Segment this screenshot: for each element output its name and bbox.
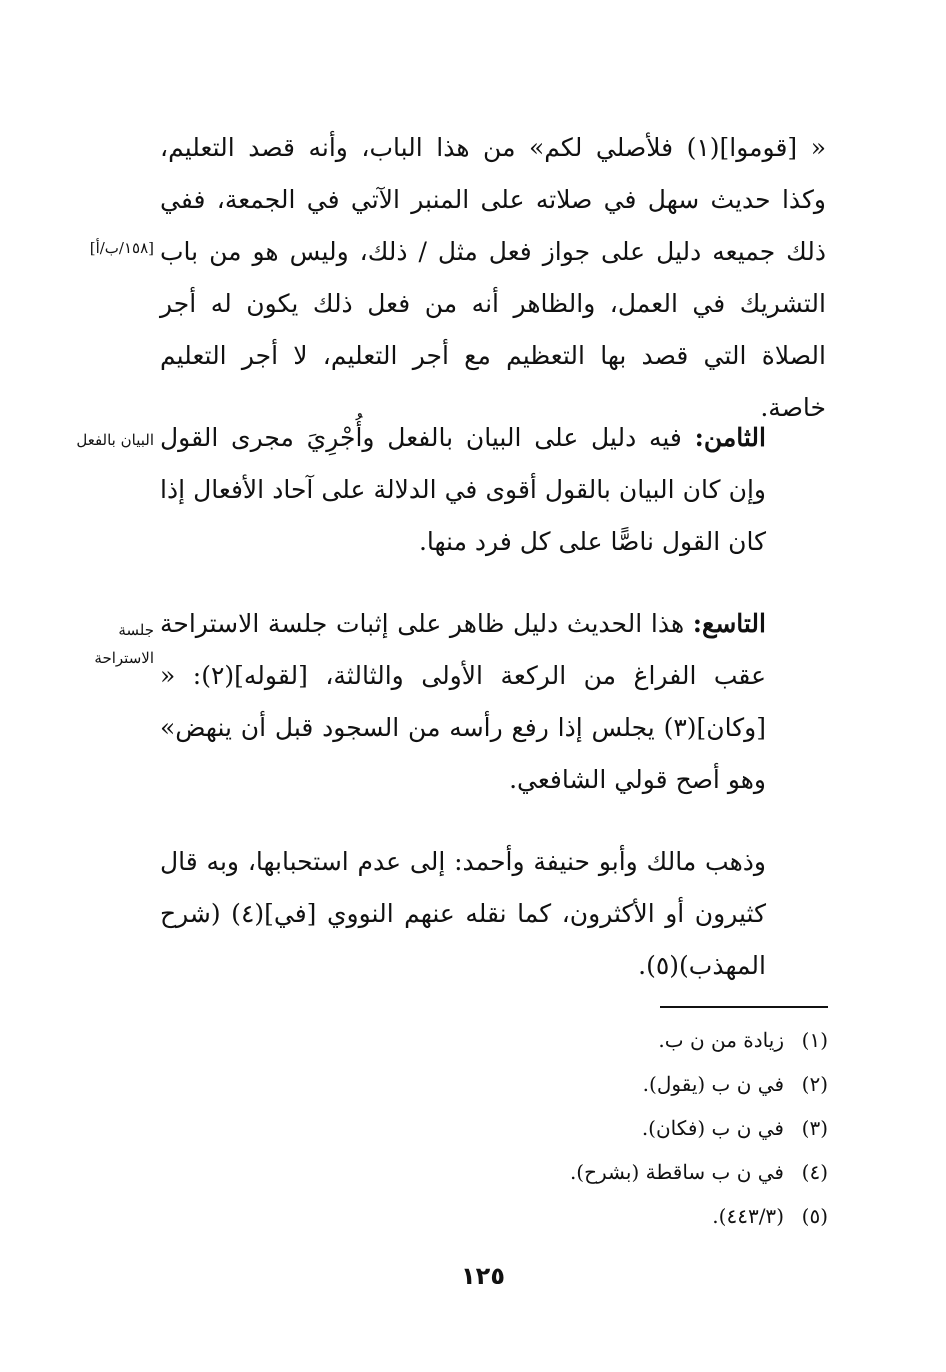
paragraph-3-text: هذا الحديث دليل ظاهر على إثبات جلسة الاستراحة عقب الفراغ من الركعة الأولى والثالثة، [لقوله](٢): « [وكان](٣) يجلس إذا رفع رأسه من السجود قبل أن ينهض» وهو أصح قولي الشافعي. bbox=[160, 609, 766, 794]
footnote-1-text: زيادة من ن ب. bbox=[658, 1028, 784, 1052]
footnote-5-num: (٥) bbox=[801, 1204, 828, 1228]
margin-note-folio: [١٥٨/ب/أ] bbox=[89, 239, 154, 257]
paragraph-3-body bbox=[160, 598, 826, 806]
paragraph-1 bbox=[160, 122, 826, 434]
footnote-3-num: (٣) bbox=[801, 1116, 828, 1140]
paragraph-2-lead: الثامن: bbox=[694, 423, 766, 452]
paragraph-3 bbox=[160, 598, 826, 806]
footnote-3 bbox=[440, 1106, 828, 1150]
page-number: ١٢٥ bbox=[461, 1262, 505, 1290]
footnote-4-text: في ن ب ساقطة (بشرح). bbox=[569, 1160, 784, 1184]
margin-note-jalsa-1: جلسة bbox=[118, 621, 154, 639]
footnote-separator bbox=[660, 1006, 828, 1008]
footnote-5-text: (٤٤٣/٣). bbox=[712, 1204, 784, 1228]
paragraph-2 bbox=[160, 412, 826, 568]
margin-note-bayan: البيان بالفعل bbox=[76, 431, 154, 449]
footnote-4-num: (٤) bbox=[801, 1160, 828, 1184]
paragraph-1-text: « [قوموا](١) فلأصلي لكم» من هذا الباب، وأنه قصد التعليم، وكذا حديث سهل في صلاته على المنبر الآتي في الجمعة، ففي ذلك جميعه دليل على جواز فعل مثل / ذلك، وليس هو من باب التشريك في العمل، والظاهر أنه من فعل ذلك يكون له أجر الصلاة التي قصد بها التعظيم مع أجر التعليم، لا أجر التعليم خاصة. bbox=[160, 133, 826, 422]
footnote-2-text: في ن ب (يقول). bbox=[642, 1072, 784, 1096]
paragraph-2-body bbox=[160, 412, 826, 568]
footnote-4 bbox=[440, 1150, 828, 1194]
margin-note-jalsa-2: الاستراحة bbox=[94, 649, 154, 667]
footnote-2 bbox=[440, 1062, 828, 1106]
footnote-1 bbox=[440, 1018, 828, 1062]
footnotes bbox=[440, 1018, 828, 1238]
footnote-1-num: (١) bbox=[801, 1028, 828, 1052]
paragraph-2-text: فيه دليل على البيان بالفعل وأُجْرِيَ مجرى القول وإن كان البيان بالقول أقوى في الدلالة على آحاد الأفعال إذا كان القول ناصًّا على كل فرد منها. bbox=[160, 423, 766, 556]
footnote-2-num: (٢) bbox=[801, 1072, 828, 1096]
footnote-3-text: في ن ب (فكان). bbox=[641, 1116, 784, 1140]
footnote-5 bbox=[440, 1194, 828, 1238]
paragraph-4-text: وذهب مالك وأبو حنيفة وأحمد: إلى عدم استحبابها، وبه قال كثيرون أو الأكثرون، كما نقله عنهم النووي [في](٤) (شرح المهذب)(٥). bbox=[160, 847, 766, 980]
paragraph-3-lead: التاسع: bbox=[692, 609, 766, 638]
paragraph-4 bbox=[160, 836, 826, 992]
